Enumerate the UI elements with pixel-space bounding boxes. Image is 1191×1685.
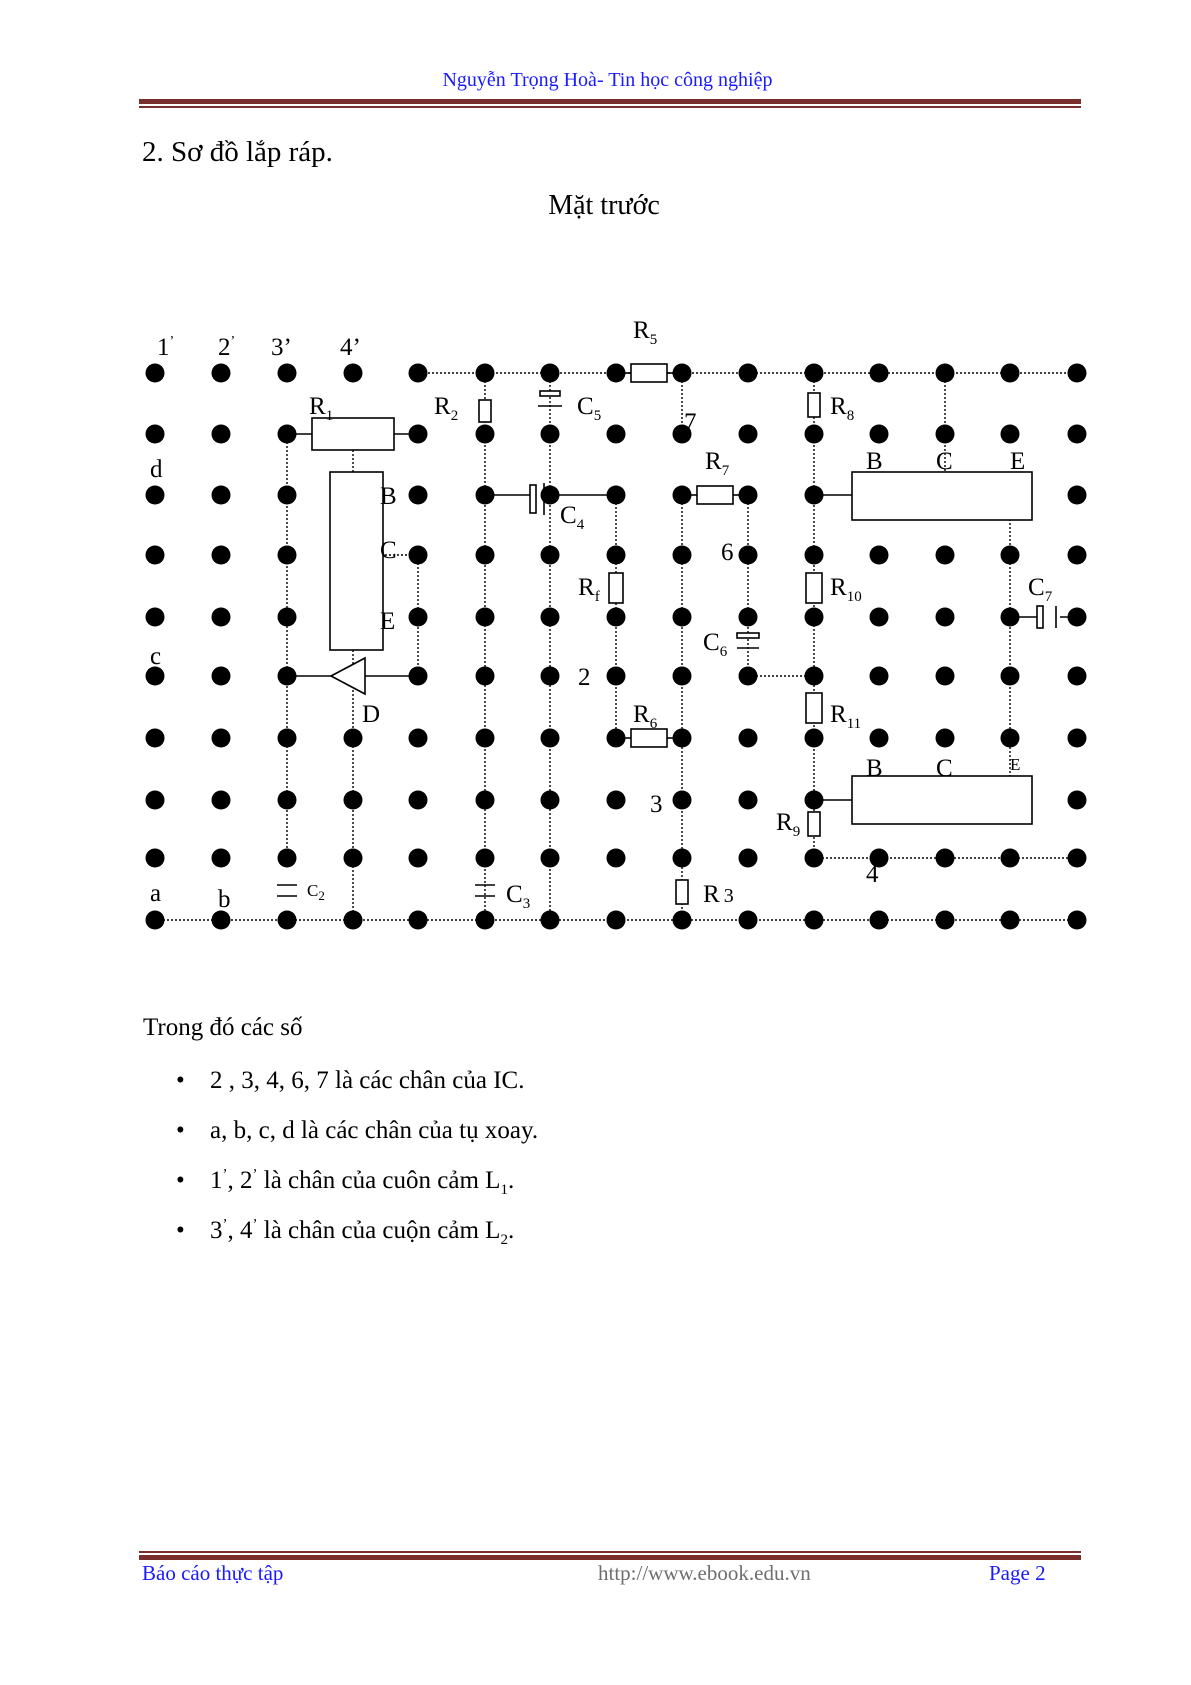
label-pin-3p: 3’ <box>271 334 292 361</box>
breadboard-hole <box>805 729 824 748</box>
list-item <box>176 1156 538 1206</box>
breadboard-hole <box>541 791 560 810</box>
label-c7: $C_7$ <box>1028 574 1053 605</box>
capacitor-c7-plate <box>1037 606 1043 628</box>
breadboard-hole <box>278 667 297 686</box>
breadboard-hole <box>541 425 560 444</box>
diode-d <box>331 658 365 694</box>
resistor-r8 <box>808 393 820 417</box>
breadboard-hole <box>541 849 560 868</box>
breadboard-hole <box>278 364 297 383</box>
breadboard-hole <box>936 425 955 444</box>
breadboard-hole <box>212 911 231 930</box>
diagram-title: Mặt trước <box>548 190 660 221</box>
label-d-pin: d <box>150 456 163 483</box>
resistor-r2 <box>479 400 491 422</box>
breadboard-hole <box>476 911 495 930</box>
breadboard-hole <box>212 364 231 383</box>
breadboard-hole <box>212 486 231 505</box>
breadboard-hole <box>936 911 955 930</box>
breadboard-hole <box>936 546 955 565</box>
breadboard-hole <box>476 667 495 686</box>
breadboard-hole <box>607 364 626 383</box>
breadboard-hole <box>541 911 560 930</box>
label-t1-b: B <box>380 483 397 510</box>
breadboard-hole <box>541 729 560 748</box>
breadboard-hole <box>476 729 495 748</box>
capacitor-c5-plate <box>540 391 560 396</box>
breadboard-hole <box>673 608 692 627</box>
breadboard-hole <box>870 667 889 686</box>
breadboard-hole <box>476 425 495 444</box>
breadboard-hole <box>409 364 428 383</box>
resistor-r5 <box>631 364 667 382</box>
footer-rule-thin <box>139 1551 1081 1553</box>
label-t3-c: C <box>936 755 953 782</box>
breadboard-hole <box>476 791 495 810</box>
breadboard-hole <box>673 791 692 810</box>
bullet-icon: • <box>176 1117 185 1144</box>
breadboard-hole <box>1068 791 1087 810</box>
breadboard-hole <box>607 486 626 505</box>
label-ic-7: 7 <box>684 409 697 436</box>
breadboard-hole <box>409 546 428 565</box>
breadboard-hole <box>673 364 692 383</box>
label-t1-e: E <box>380 608 396 635</box>
label-rf: $R_f$ <box>578 574 600 605</box>
breadboard-hole <box>673 911 692 930</box>
breadboard-hole <box>1068 546 1087 565</box>
breadboard-hole <box>541 546 560 565</box>
breadboard-hole <box>805 667 824 686</box>
footer-url: http://www.ebook.edu.vn <box>598 1561 811 1585</box>
transistor-2-body <box>852 472 1032 520</box>
breadboard-hole <box>936 849 955 868</box>
footer-report-title: Báo cáo thực tập <box>142 1561 284 1585</box>
breadboard-hole <box>1001 911 1020 930</box>
breadboard-hole <box>212 546 231 565</box>
breadboard-hole <box>1068 364 1087 383</box>
breadboard-hole <box>344 791 363 810</box>
breadboard-hole <box>344 911 363 930</box>
label-t2-e: E <box>1010 448 1026 475</box>
breadboard-hole <box>146 486 165 505</box>
breadboard-hole <box>476 486 495 505</box>
label-t2-c: C <box>936 448 953 475</box>
label-diode-d: D <box>362 701 381 728</box>
breadboard-hole <box>146 791 165 810</box>
label-b-pin: b <box>218 886 231 913</box>
breadboard-hole <box>805 791 824 810</box>
breadboard-hole <box>739 911 758 930</box>
list-item <box>176 1056 538 1106</box>
label-r8: $R_8$ <box>830 393 855 424</box>
breadboard-hole <box>409 425 428 444</box>
breadboard-hole <box>739 546 758 565</box>
label-r9: $R_9$ <box>776 809 801 840</box>
breadboard-hole <box>607 425 626 444</box>
label-t3-e: E <box>1010 755 1021 774</box>
breadboard-hole <box>870 729 889 748</box>
breadboard-hole <box>1068 667 1087 686</box>
breadboard-hole <box>476 364 495 383</box>
breadboard-hole <box>541 667 560 686</box>
label-t1-c: C <box>380 537 397 564</box>
label-ic-3: 3 <box>650 791 663 818</box>
label-r10: $R_{10}$ <box>830 574 862 605</box>
resistor-r9 <box>808 812 820 836</box>
label-t2-b: B <box>866 448 883 475</box>
breadboard-hole <box>344 729 363 748</box>
breadboard-hole <box>607 729 626 748</box>
label-c2: $C_2$ <box>307 881 325 903</box>
breadboard-hole <box>870 364 889 383</box>
breadboard-hole <box>739 791 758 810</box>
breadboard-hole <box>278 546 297 565</box>
breadboard-hole <box>541 364 560 383</box>
resistor-rf <box>609 573 623 603</box>
breadboard-hole <box>673 486 692 505</box>
breadboard-hole <box>1001 364 1020 383</box>
breadboard-hole <box>805 546 824 565</box>
breadboard-hole <box>409 849 428 868</box>
breadboard-hole <box>409 667 428 686</box>
breadboard-hole <box>146 425 165 444</box>
breadboard-hole <box>344 849 363 868</box>
breadboard-hole <box>805 849 824 868</box>
label-c-pin: c <box>150 643 162 670</box>
breadboard-hole <box>476 546 495 565</box>
breadboard-hole <box>1068 911 1087 930</box>
legend-item-l2-pins: 3’, 4’ là chân của cuộn cảm $L_2$. <box>210 1216 515 1248</box>
breadboard-hole <box>936 608 955 627</box>
breadboard-hole <box>739 849 758 868</box>
bullet-icon: • <box>176 1067 185 1094</box>
breadboard-hole <box>607 791 626 810</box>
breadboard-hole <box>344 364 363 383</box>
legend-list <box>176 1056 538 1256</box>
transistor-1-body <box>330 472 383 650</box>
breadboard-hole <box>739 729 758 748</box>
breadboard-hole <box>1068 608 1087 627</box>
breadboard-hole <box>607 849 626 868</box>
breadboard-hole <box>870 608 889 627</box>
bullet-icon: • <box>176 1167 185 1194</box>
resistor-r10 <box>806 573 822 603</box>
breadboard-hole <box>870 425 889 444</box>
page-header: Nguyễn Trọng Hoà- Tin học công nghiệp <box>442 69 773 91</box>
breadboard-hole <box>1068 849 1087 868</box>
label-t3-b: B <box>866 755 883 782</box>
breadboard-hole <box>607 546 626 565</box>
breadboard-hole <box>673 729 692 748</box>
breadboard-hole <box>673 667 692 686</box>
breadboard-hole <box>1001 608 1020 627</box>
label-r1: $R_1$ <box>309 393 334 424</box>
breadboard-hole <box>739 364 758 383</box>
breadboard-hole <box>212 791 231 810</box>
breadboard-hole <box>146 608 165 627</box>
breadboard-hole <box>1001 729 1020 748</box>
breadboard-hole <box>278 911 297 930</box>
label-c3: $C_3$ <box>506 881 531 912</box>
label-c6: $C_6$ <box>703 629 728 660</box>
resistor-r3 <box>676 880 688 904</box>
breadboard-hole <box>805 425 824 444</box>
breadboard-hole <box>212 425 231 444</box>
breadboard-hole <box>739 667 758 686</box>
footer-rule <box>139 1555 1081 1560</box>
breadboard-hole <box>805 486 824 505</box>
resistor-r1 <box>312 418 394 450</box>
resistor-r7 <box>697 486 733 504</box>
breadboard-hole <box>476 849 495 868</box>
label-ic-2: 2 <box>578 664 591 691</box>
breadboard-hole <box>146 364 165 383</box>
label-pin-2p: 2’ <box>218 334 236 361</box>
label-ic-6: 6 <box>721 539 734 566</box>
breadboard-hole <box>278 729 297 748</box>
breadboard-hole <box>146 546 165 565</box>
footer-page-number: Page 2 <box>989 1561 1046 1585</box>
label-r2: $R_2$ <box>434 393 459 424</box>
breadboard-hole <box>409 911 428 930</box>
label-c5: $C_5$ <box>577 393 602 424</box>
breadboard-hole <box>607 608 626 627</box>
breadboard-hole <box>541 608 560 627</box>
transistor-3-body <box>852 776 1032 824</box>
label-c4: $C_4$ <box>560 502 585 533</box>
breadboard-hole <box>1068 486 1087 505</box>
label-pin-4p: 4’ <box>340 334 361 361</box>
legend-item-ic-pins: 2 , 3, 4, 6, 7 là các chân của IC. <box>210 1067 525 1094</box>
breadboard-hole <box>146 849 165 868</box>
legend-item-capacitor-pins: a, b, c, d là các chân của tụ xoay. <box>210 1117 539 1144</box>
breadboard-hole <box>146 729 165 748</box>
breadboard-hole <box>212 667 231 686</box>
breadboard-hole <box>936 667 955 686</box>
breadboard-hole <box>1001 849 1020 868</box>
breadboard-hole <box>870 911 889 930</box>
label-r7: $R_7$ <box>705 448 730 479</box>
breadboard-hole <box>278 849 297 868</box>
breadboard-hole <box>739 486 758 505</box>
label-r3: R 3 <box>703 881 734 908</box>
list-item <box>176 1106 538 1156</box>
breadboard-hole <box>278 425 297 444</box>
breadboard-hole <box>936 729 955 748</box>
breadboard-hole <box>1001 546 1020 565</box>
breadboard-hole <box>1068 729 1087 748</box>
breadboard-hole <box>409 791 428 810</box>
breadboard-hole <box>870 546 889 565</box>
breadboard-hole <box>607 911 626 930</box>
label-r11: $R_{11}$ <box>830 701 862 732</box>
breadboard-hole <box>278 791 297 810</box>
breadboard-hole <box>212 849 231 868</box>
breadboard-hole <box>936 364 955 383</box>
label-r5: $R_5$ <box>633 317 658 348</box>
legend-intro: Trong đó các số <box>143 1014 303 1041</box>
breadboard-hole <box>409 729 428 748</box>
label-pin-1p: 1’ <box>157 334 175 361</box>
breadboard-hole <box>409 486 428 505</box>
breadboard-hole <box>278 608 297 627</box>
breadboard-hole <box>1001 425 1020 444</box>
breadboard-hole <box>739 425 758 444</box>
breadboard-hole <box>673 849 692 868</box>
resistor-r11 <box>806 693 822 723</box>
breadboard-hole <box>805 364 824 383</box>
breadboard-hole <box>212 608 231 627</box>
label-a-pin: a <box>150 880 162 907</box>
bullet-icon: • <box>176 1217 185 1244</box>
label-ic-4: 4 <box>866 861 879 888</box>
breadboard-hole <box>212 729 231 748</box>
breadboard-hole <box>278 486 297 505</box>
breadboard-hole <box>805 608 824 627</box>
breadboard-hole <box>146 911 165 930</box>
breadboard-hole <box>1068 425 1087 444</box>
capacitor-c6-plate <box>737 633 759 638</box>
breadboard-hole <box>409 608 428 627</box>
breadboard-hole <box>607 667 626 686</box>
breadboard-hole <box>805 911 824 930</box>
breadboard-hole <box>1001 667 1020 686</box>
section-title: 2. Sơ đồ lắp ráp. <box>142 136 333 168</box>
breadboard-hole <box>476 608 495 627</box>
legend-item-l1-pins: 1’, 2’ là chân của cuôn cảm $L_1$. <box>210 1166 515 1198</box>
list-item <box>176 1206 538 1256</box>
capacitor-c4-plate <box>530 485 536 513</box>
label-r6: $R_6$ <box>633 701 658 732</box>
breadboard-hole <box>739 608 758 627</box>
breadboard-hole <box>673 546 692 565</box>
